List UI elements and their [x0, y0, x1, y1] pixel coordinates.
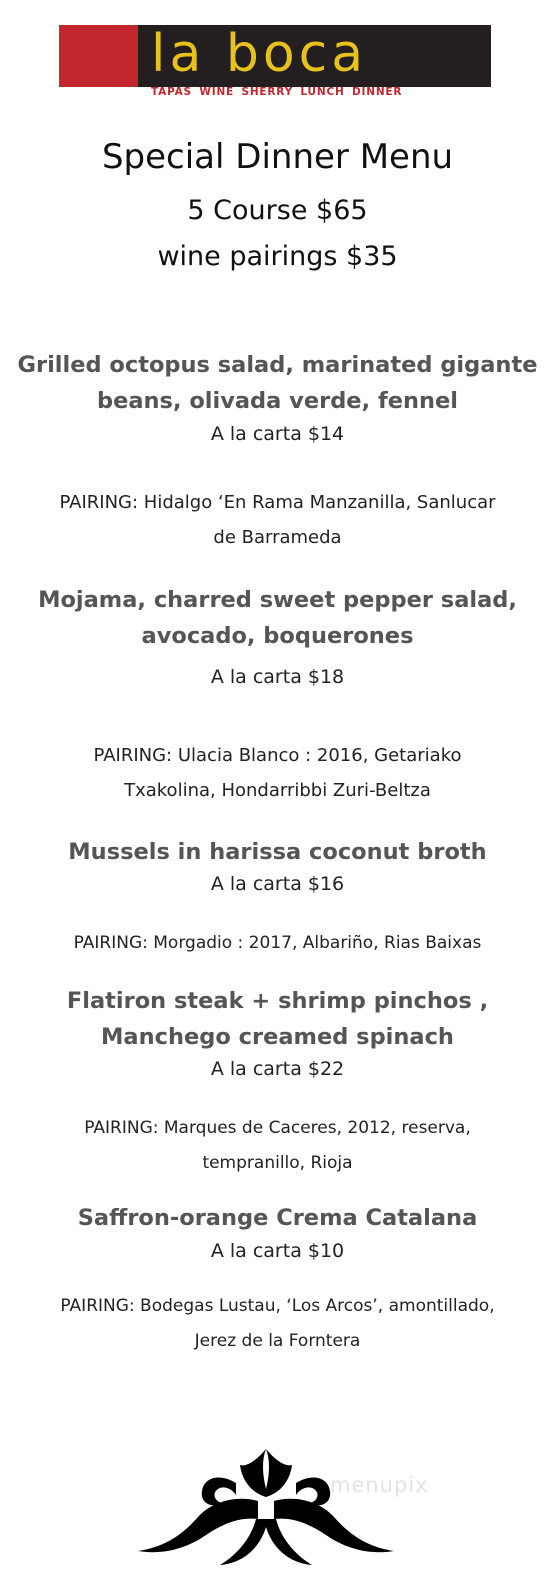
dish-name-5 — [0, 1200, 555, 1236]
dish-line: avocado, boquerones — [141, 623, 414, 649]
pairing-line: PAIRING: Hidalgo ‘En Rama Manzanilla, Sanlucar — [59, 492, 496, 513]
pairing-line: PAIRING: Marques de Caceres, 2012, reserva, — [84, 1118, 471, 1138]
dish-line: Flatiron steak + shrimp pinchos , — [66, 988, 489, 1014]
dish-name-1 — [0, 347, 555, 419]
dish-line: Manchego creamed spinach — [101, 1024, 454, 1050]
pairing-line: tempranillo, Rioja — [202, 1153, 353, 1173]
dish-line: Saffron-orange Crema Catalana — [77, 1205, 478, 1231]
pairing-line: Txakolina, Hondarribbi Zuri-Beltza — [124, 780, 431, 801]
pairing-line: PAIRING: Ulacia Blanco : 2016, Getariako — [93, 745, 462, 766]
pairing-line: Jerez de la Forntera — [194, 1331, 361, 1351]
tulip-flourish-icon — [128, 1443, 404, 1571]
dish-name-3 — [0, 834, 555, 870]
pairing-5 — [0, 1289, 555, 1359]
logo-name: la boca — [151, 24, 368, 84]
logo-tagline: TAPAS WINE SHERRY LUNCH DINNER — [151, 86, 403, 98]
menu-title: Special Dinner Menu — [101, 137, 454, 177]
pairing-line: PAIRING: Morgadio : 2017, Albariño, Rias Baixas — [73, 933, 482, 953]
pairing-price: wine pairings $35 — [157, 241, 398, 272]
pairing-2 — [0, 738, 555, 808]
dish-line: Grilled octopus salad, marinated gigante — [17, 352, 538, 378]
course-price: 5 Course $65 — [187, 195, 368, 226]
dish-price-5: A la carta $10 — [210, 1240, 345, 1262]
logo-red-block — [59, 25, 138, 87]
dish-price-4: A la carta $22 — [210, 1058, 345, 1080]
pairing-4 — [0, 1111, 555, 1181]
dish-line: beans, olivada verde, fennel — [96, 388, 459, 414]
dish-price-3: A la carta $16 — [210, 873, 345, 895]
dish-name-4 — [0, 983, 555, 1055]
menupix-watermark: menupix — [330, 1473, 429, 1497]
pairing-line: PAIRING: Bodegas Lustau, ‘Los Arcos’, amontillado, — [60, 1296, 495, 1316]
dish-name-2 — [0, 582, 555, 654]
pairing-1 — [0, 485, 555, 555]
dish-line: Mojama, charred sweet pepper salad, — [38, 587, 517, 613]
dish-price-1: A la carta $14 — [210, 423, 345, 445]
dish-line: Mussels in harissa coconut broth — [68, 839, 487, 865]
pairing-3 — [0, 926, 555, 961]
dish-price-2: A la carta $18 — [210, 666, 345, 688]
pairing-line: de Barrameda — [213, 527, 342, 548]
la-boca-logo — [59, 25, 491, 101]
